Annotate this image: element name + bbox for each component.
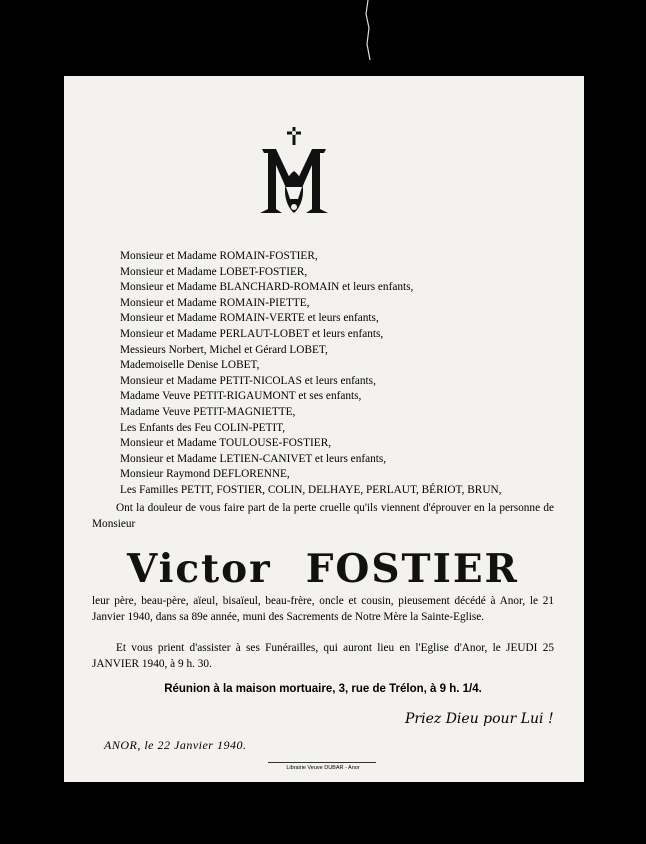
details-text: leur père, beau-père, aïeul, bisaïeul, beau-frère, oncle et cousin, pieusement décédé à Anor, le 21 Janvier 1940, dans sa 89e année, muni des Sacrements de Notre Mère la Sainte-Eglise. — [92, 595, 554, 623]
family-line: Monsieur et Madame BLANCHARD-ROMAIN et leurs enfants, — [120, 281, 414, 294]
deceased-name — [0, 546, 646, 592]
family-line: Monsieur et Madame PETIT-NICOLAS et leurs enfants, — [120, 374, 376, 387]
family-line: Madame Veuve PETIT-RIGAUMONT et ses enfants, — [120, 390, 362, 403]
intro-text: Ont la douleur de vous faire part de la perte cruelle qu'ils viennent d'éprouver en la personne de Monsieur — [92, 502, 554, 530]
details-paragraph — [92, 594, 554, 625]
intro-paragraph — [92, 501, 554, 532]
reunion-line: Réunion à la maison mortuaire, 3, rue de Trélon, à 9 h. 1/4. — [164, 683, 482, 695]
family-line: Monsieur et Madame LOBET-FOSTIER, — [120, 265, 308, 278]
deceased-first-name: Victor — [127, 546, 272, 592]
marian-monogram-icon — [258, 127, 330, 217]
funeral-paragraph — [92, 641, 554, 672]
funeral-text: Et vous prient d'assister à ses Funérailles, qui auront lieu en l'Eglise d'Anor, le JEUDI 25 JANVIER 1940, à 9 h. 30. — [92, 642, 554, 670]
family-line: Madame Veuve PETIT-MAGNIETTE, — [120, 405, 296, 418]
family-list — [120, 249, 501, 499]
family-line: Mademoiselle Denise LOBET, — [120, 359, 260, 372]
family-line: Monsieur Raymond DEFLORENNE, — [120, 468, 290, 481]
family-line: Monsieur et Madame LETIEN-CANIVET et leurs enfants, — [120, 452, 387, 465]
family-line: Monsieur et Madame ROMAIN-VERTE et leurs enfants, — [120, 312, 379, 325]
family-line: Monsieur et Madame ROMAIN-PIETTE, — [120, 296, 310, 309]
family-line: Les Familles PETIT, FOSTIER, COLIN, DELHAYE, PERLAUT, BÉRIOT, BRUN, — [120, 483, 502, 496]
family-line: Messieurs Norbert, Michel et Gérard LOBET, — [120, 343, 328, 356]
family-line: Monsieur et Madame PERLAUT-LOBET et leurs enfants, — [120, 327, 384, 340]
printer-divider — [268, 762, 376, 763]
printer-credit: Librairie Veuve DUBAR - Anor — [286, 765, 360, 771]
deceased-last-name: FOSTIER — [305, 546, 519, 592]
family-line: Monsieur et Madame TOULOUSE-FOSTIER, — [120, 437, 332, 450]
prayer-line: Priez Dieu pour Lui ! — [405, 711, 554, 727]
family-line: Monsieur et Madame ROMAIN-FOSTIER, — [120, 250, 318, 262]
place-date: ANOR, le 22 Janvier 1940. — [104, 738, 247, 752]
family-line: Les Enfants des Feu COLIN-PETIT, — [120, 421, 286, 434]
scan-artifact — [360, 0, 376, 60]
